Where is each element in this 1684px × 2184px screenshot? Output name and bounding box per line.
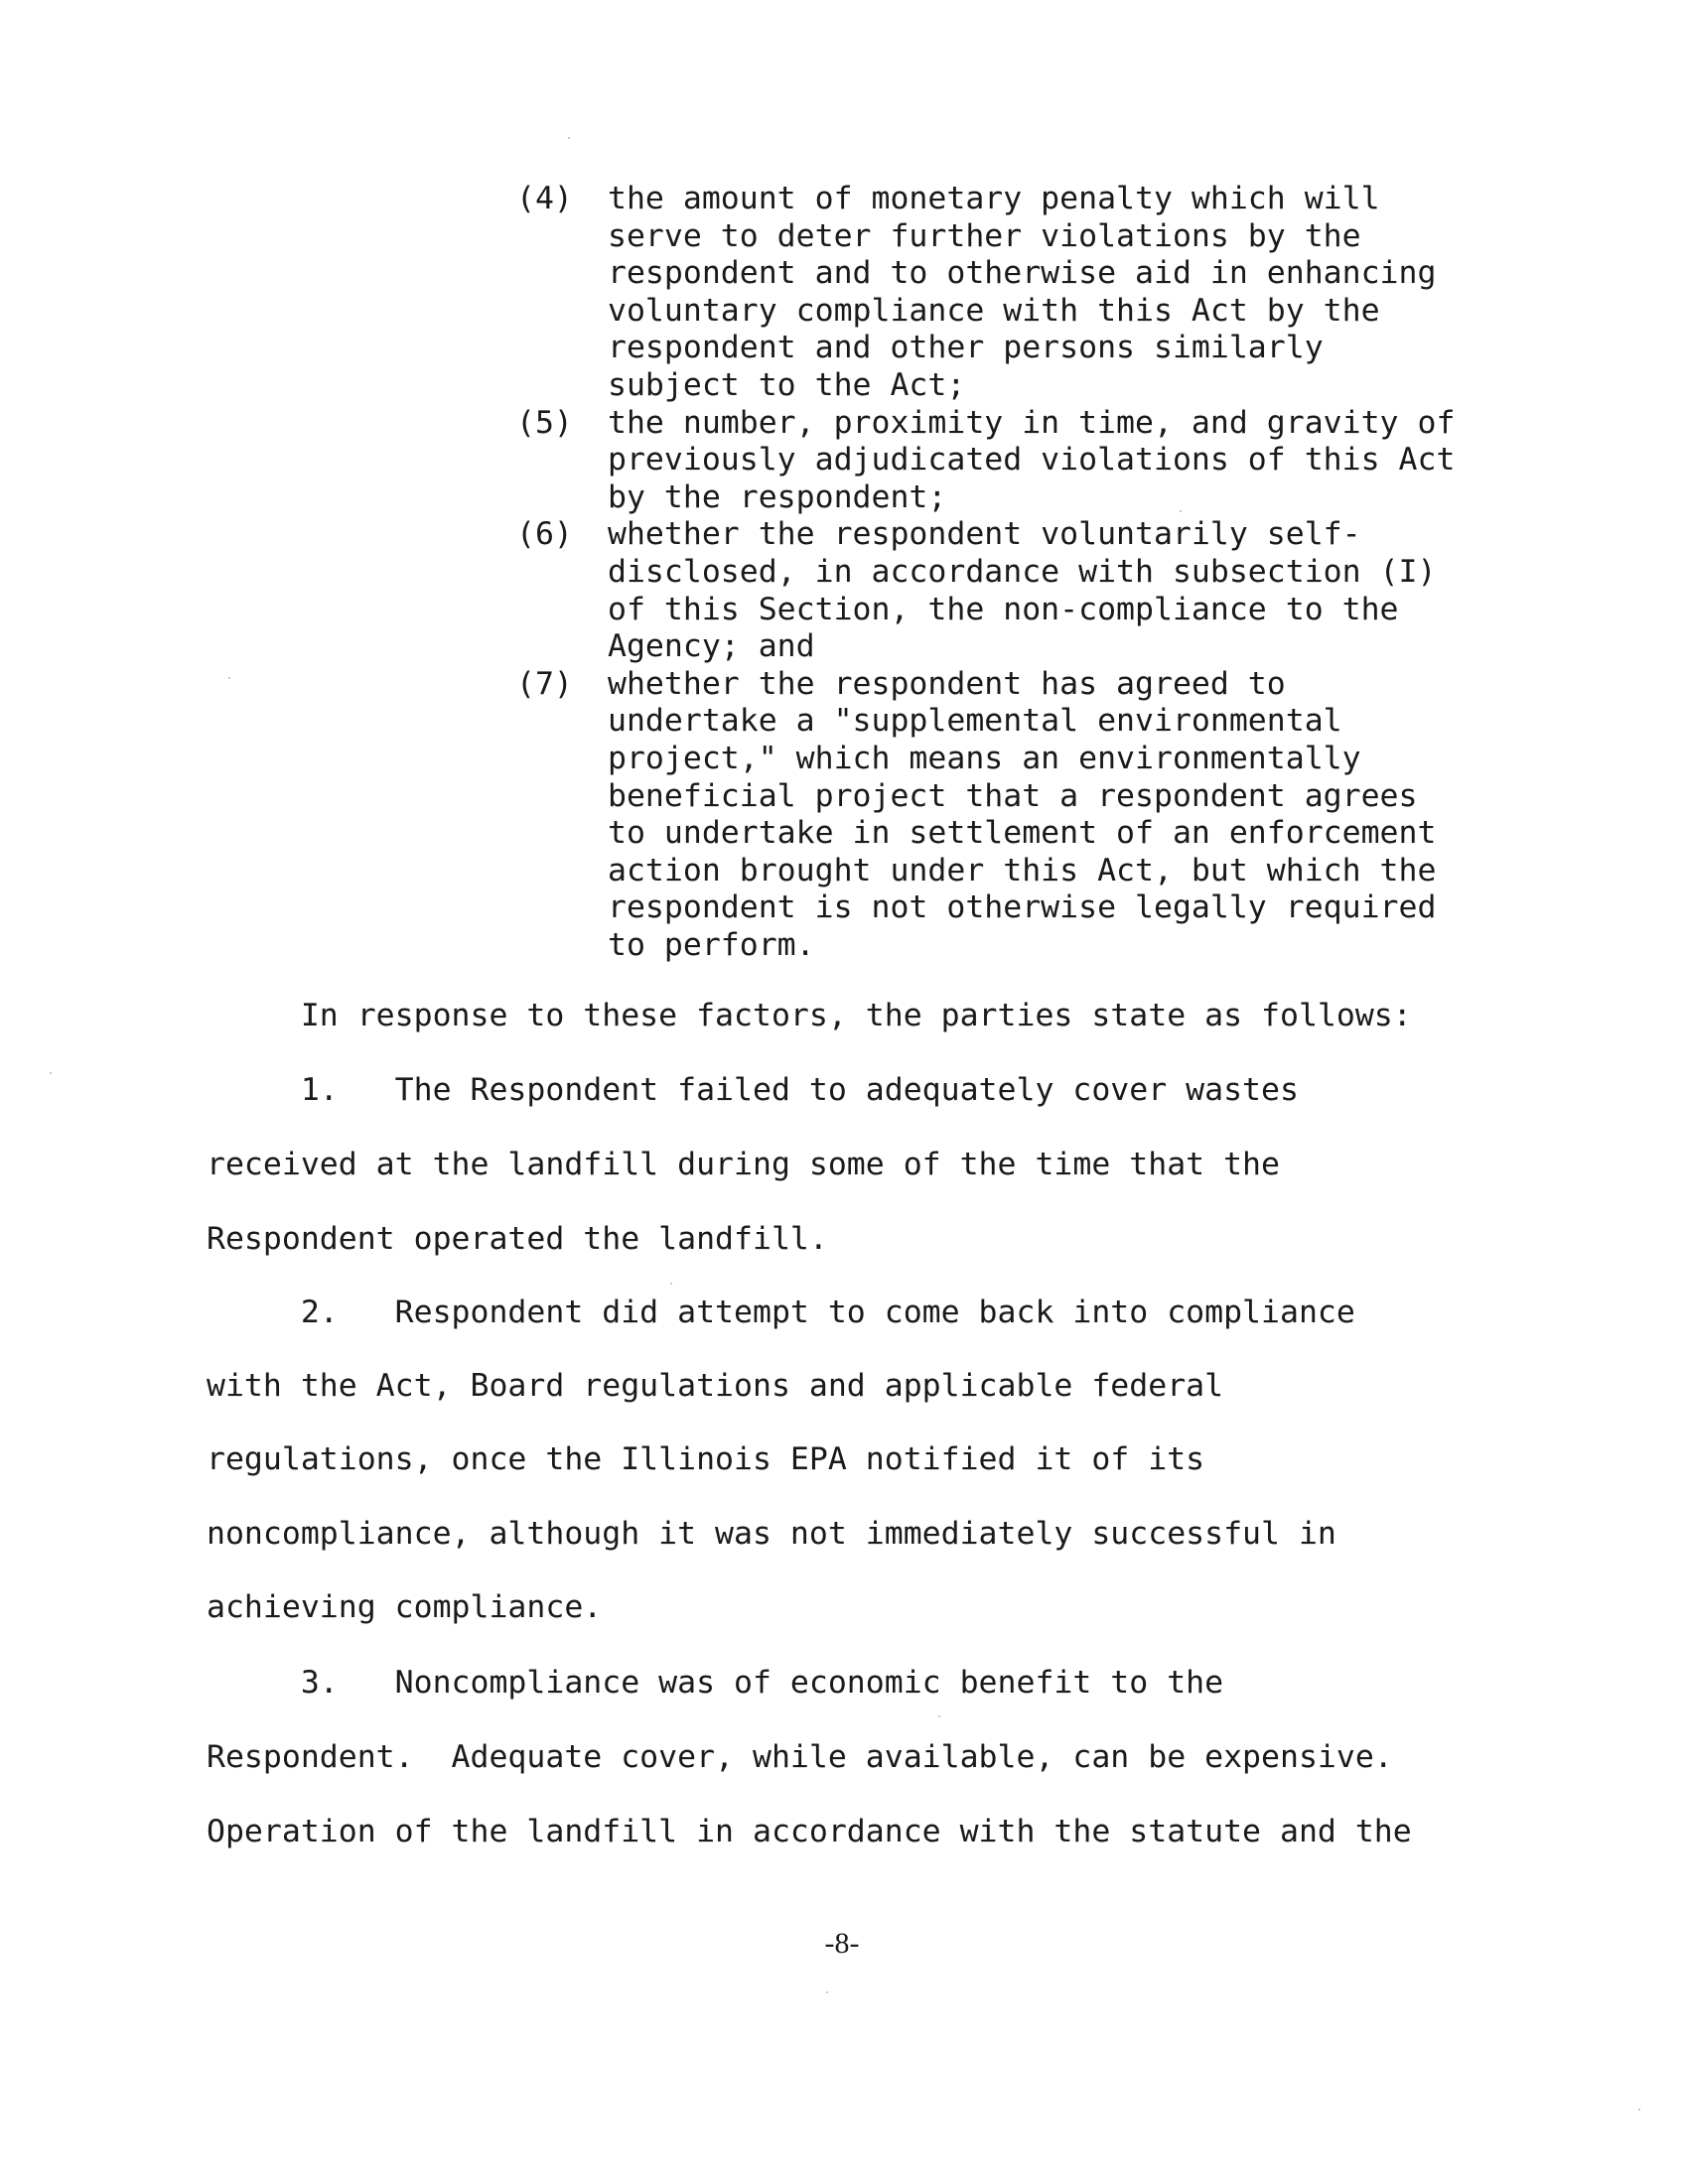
- factor-number: (6): [516, 516, 573, 553]
- factor-line: undertake a "supplemental environmental: [608, 703, 1342, 740]
- factor-line: disclosed, in accordance with subsection (I): [608, 553, 1437, 590]
- scan-speck: [568, 137, 570, 139]
- factor-line: of this Section, the non-compliance to the: [608, 591, 1399, 627]
- factor-line: the amount of monetary penalty which will: [608, 181, 1380, 216]
- body-line: Respondent. Adequate cover, while available, can be expensive.: [207, 1739, 1393, 1775]
- penalty-factor-list: [516, 181, 1509, 964]
- body-line: noncompliance, although it was not immediately successful in: [207, 1516, 1336, 1552]
- factor-line: serve to deter further violations by the: [608, 217, 1361, 254]
- factor-number: (4): [516, 181, 573, 216]
- body-line: Respondent operated the landfill.: [207, 1221, 828, 1257]
- factor-number: (7): [516, 665, 573, 702]
- factor-line: the number, proximity in time, and gravity of: [608, 404, 1456, 441]
- scan-speck: [670, 1283, 672, 1285]
- body-line: 2. Respondent did attempt to come back into compliance: [207, 1295, 1355, 1330]
- intro-line: In response to these factors, the parties state as follows:: [207, 998, 1412, 1033]
- scan-speck: [1638, 2109, 1640, 2111]
- factor-line: Agency; and: [608, 628, 815, 665]
- factor-line: to undertake in settlement of an enforcement: [608, 815, 1437, 852]
- factor-line: subject to the Act;: [608, 366, 966, 403]
- factor-number: (5): [516, 404, 573, 441]
- factor-line: whether the respondent voluntarily self-: [608, 516, 1361, 553]
- scan-speck: [938, 1715, 940, 1717]
- factor-line: respondent and other persons similarly: [608, 330, 1324, 366]
- factor-line: previously adjudicated violations of this Act: [608, 442, 1456, 478]
- factor-item: [516, 405, 1509, 517]
- factor-line: by the respondent;: [608, 478, 947, 515]
- body-line: received at the landfill during some of the time that the: [207, 1147, 1280, 1182]
- factor-item: [516, 516, 1509, 665]
- factor-line: beneficial project that a respondent agrees: [608, 777, 1418, 814]
- factor-text: [608, 181, 1509, 405]
- page-number: -8-: [824, 1927, 860, 1960]
- body-line: 1. The Respondent failed to adequately cover wastes: [207, 1072, 1299, 1108]
- factor-line: whether the respondent has agreed to: [608, 665, 1286, 702]
- body-line: with the Act, Board regulations and applicable federal: [207, 1368, 1224, 1404]
- factor-line: respondent and to otherwise aid in enhancing: [608, 255, 1437, 292]
- factor-text: [608, 666, 1509, 965]
- scan-speck: [50, 1072, 52, 1074]
- factor-line: project," which means an environmentally: [608, 740, 1361, 776]
- factor-line: action brought under this Act, but which the: [608, 852, 1437, 888]
- body-line: Operation of the landfill in accordance with the statute and the: [207, 1814, 1412, 1849]
- body-line: 3. Noncompliance was of economic benefit to the: [207, 1665, 1224, 1701]
- factor-line: voluntary compliance with this Act by the: [608, 292, 1380, 329]
- body-line: regulations, once the Illinois EPA notified it of its: [207, 1441, 1205, 1477]
- factor-line: to perform.: [608, 926, 815, 963]
- scan-speck: [1180, 510, 1182, 512]
- body-line: achieving compliance.: [207, 1589, 603, 1625]
- factor-item: [516, 181, 1509, 405]
- factor-text: [608, 405, 1509, 517]
- scan-speck: [228, 677, 230, 679]
- factor-text: [608, 516, 1509, 665]
- factor-item: [516, 666, 1509, 965]
- factor-line: respondent is not otherwise legally required: [608, 889, 1437, 926]
- scan-speck: [826, 1991, 828, 1993]
